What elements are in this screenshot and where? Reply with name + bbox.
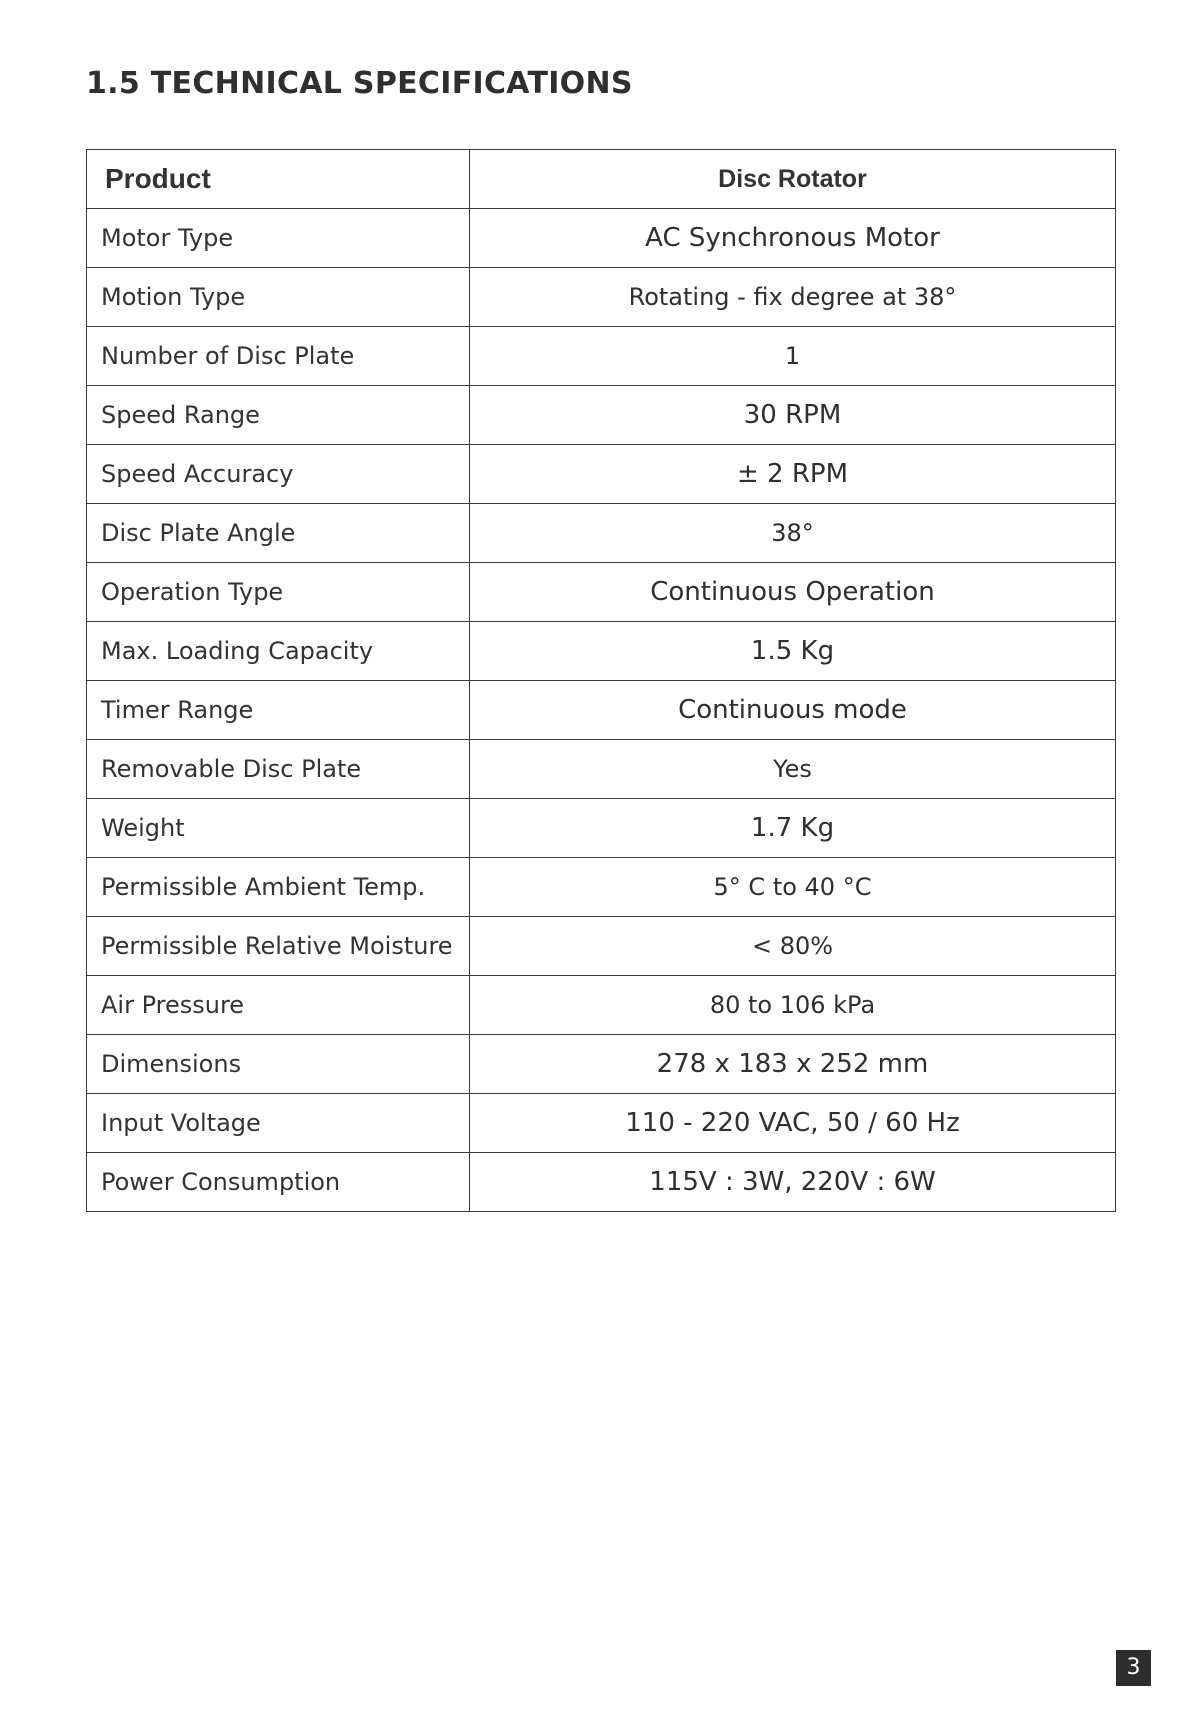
spec-value: 1.7 Kg [470, 799, 1116, 858]
spec-label: Motion Type [87, 268, 470, 327]
table-row [87, 1035, 1116, 1094]
spec-label: Dimensions [87, 1035, 470, 1094]
table-row [87, 504, 1116, 563]
table-row [87, 268, 1116, 327]
table-row [87, 976, 1116, 1035]
spec-value: Yes [470, 740, 1116, 799]
table-row [87, 209, 1116, 268]
spec-label: Air Pressure [87, 976, 470, 1035]
spec-label: Removable Disc Plate [87, 740, 470, 799]
spec-label: Speed Range [87, 386, 470, 445]
spec-label: Operation Type [87, 563, 470, 622]
header-value: Disc Rotator [470, 150, 1116, 209]
header-label: Product [87, 150, 470, 209]
spec-value: < 80% [470, 917, 1116, 976]
spec-value: 1.5 Kg [470, 622, 1116, 681]
spec-label: Input Voltage [87, 1094, 470, 1153]
spec-value: Continuous mode [470, 681, 1116, 740]
spec-value: 5° C to 40 °C [470, 858, 1116, 917]
spec-value: ± 2 RPM [470, 445, 1116, 504]
table-header-row [87, 150, 1116, 209]
spec-value: 278 x 183 x 252 mm [470, 1035, 1116, 1094]
spec-value: 80 to 106 kPa [470, 976, 1116, 1035]
spec-value: 110 - 220 VAC, 50 / 60 Hz [470, 1094, 1116, 1153]
spec-value: Rotating - fix degree at 38° [470, 268, 1116, 327]
table-row [87, 917, 1116, 976]
spec-table [86, 149, 1116, 1212]
spec-value: 38° [470, 504, 1116, 563]
page-number: 3 [1116, 1650, 1151, 1686]
spec-label: Timer Range [87, 681, 470, 740]
spec-value: Continuous Operation [470, 563, 1116, 622]
spec-label: Permissible Ambient Temp. [87, 858, 470, 917]
spec-label: Permissible Relative Moisture [87, 917, 470, 976]
table-row [87, 1153, 1116, 1212]
table-row [87, 740, 1116, 799]
table-row [87, 563, 1116, 622]
page-title: 1.5 TECHNICAL SPECIFICATIONS [86, 66, 633, 101]
table-row [87, 445, 1116, 504]
spec-label: Number of Disc Plate [87, 327, 470, 386]
spec-value: 1 [470, 327, 1116, 386]
spec-label: Speed Accuracy [87, 445, 470, 504]
table-row [87, 1094, 1116, 1153]
table-row [87, 327, 1116, 386]
spec-label: Power Consumption [87, 1153, 470, 1212]
table-row [87, 386, 1116, 445]
spec-label: Disc Plate Angle [87, 504, 470, 563]
spec-label: Motor Type [87, 209, 470, 268]
spec-value: AC Synchronous Motor [470, 209, 1116, 268]
table-row [87, 681, 1116, 740]
spec-label: Weight [87, 799, 470, 858]
spec-label: Max. Loading Capacity [87, 622, 470, 681]
table-row [87, 622, 1116, 681]
spec-value: 115V : 3W, 220V : 6W [470, 1153, 1116, 1212]
spec-value: 30 RPM [470, 386, 1116, 445]
table-row [87, 858, 1116, 917]
table-row [87, 799, 1116, 858]
